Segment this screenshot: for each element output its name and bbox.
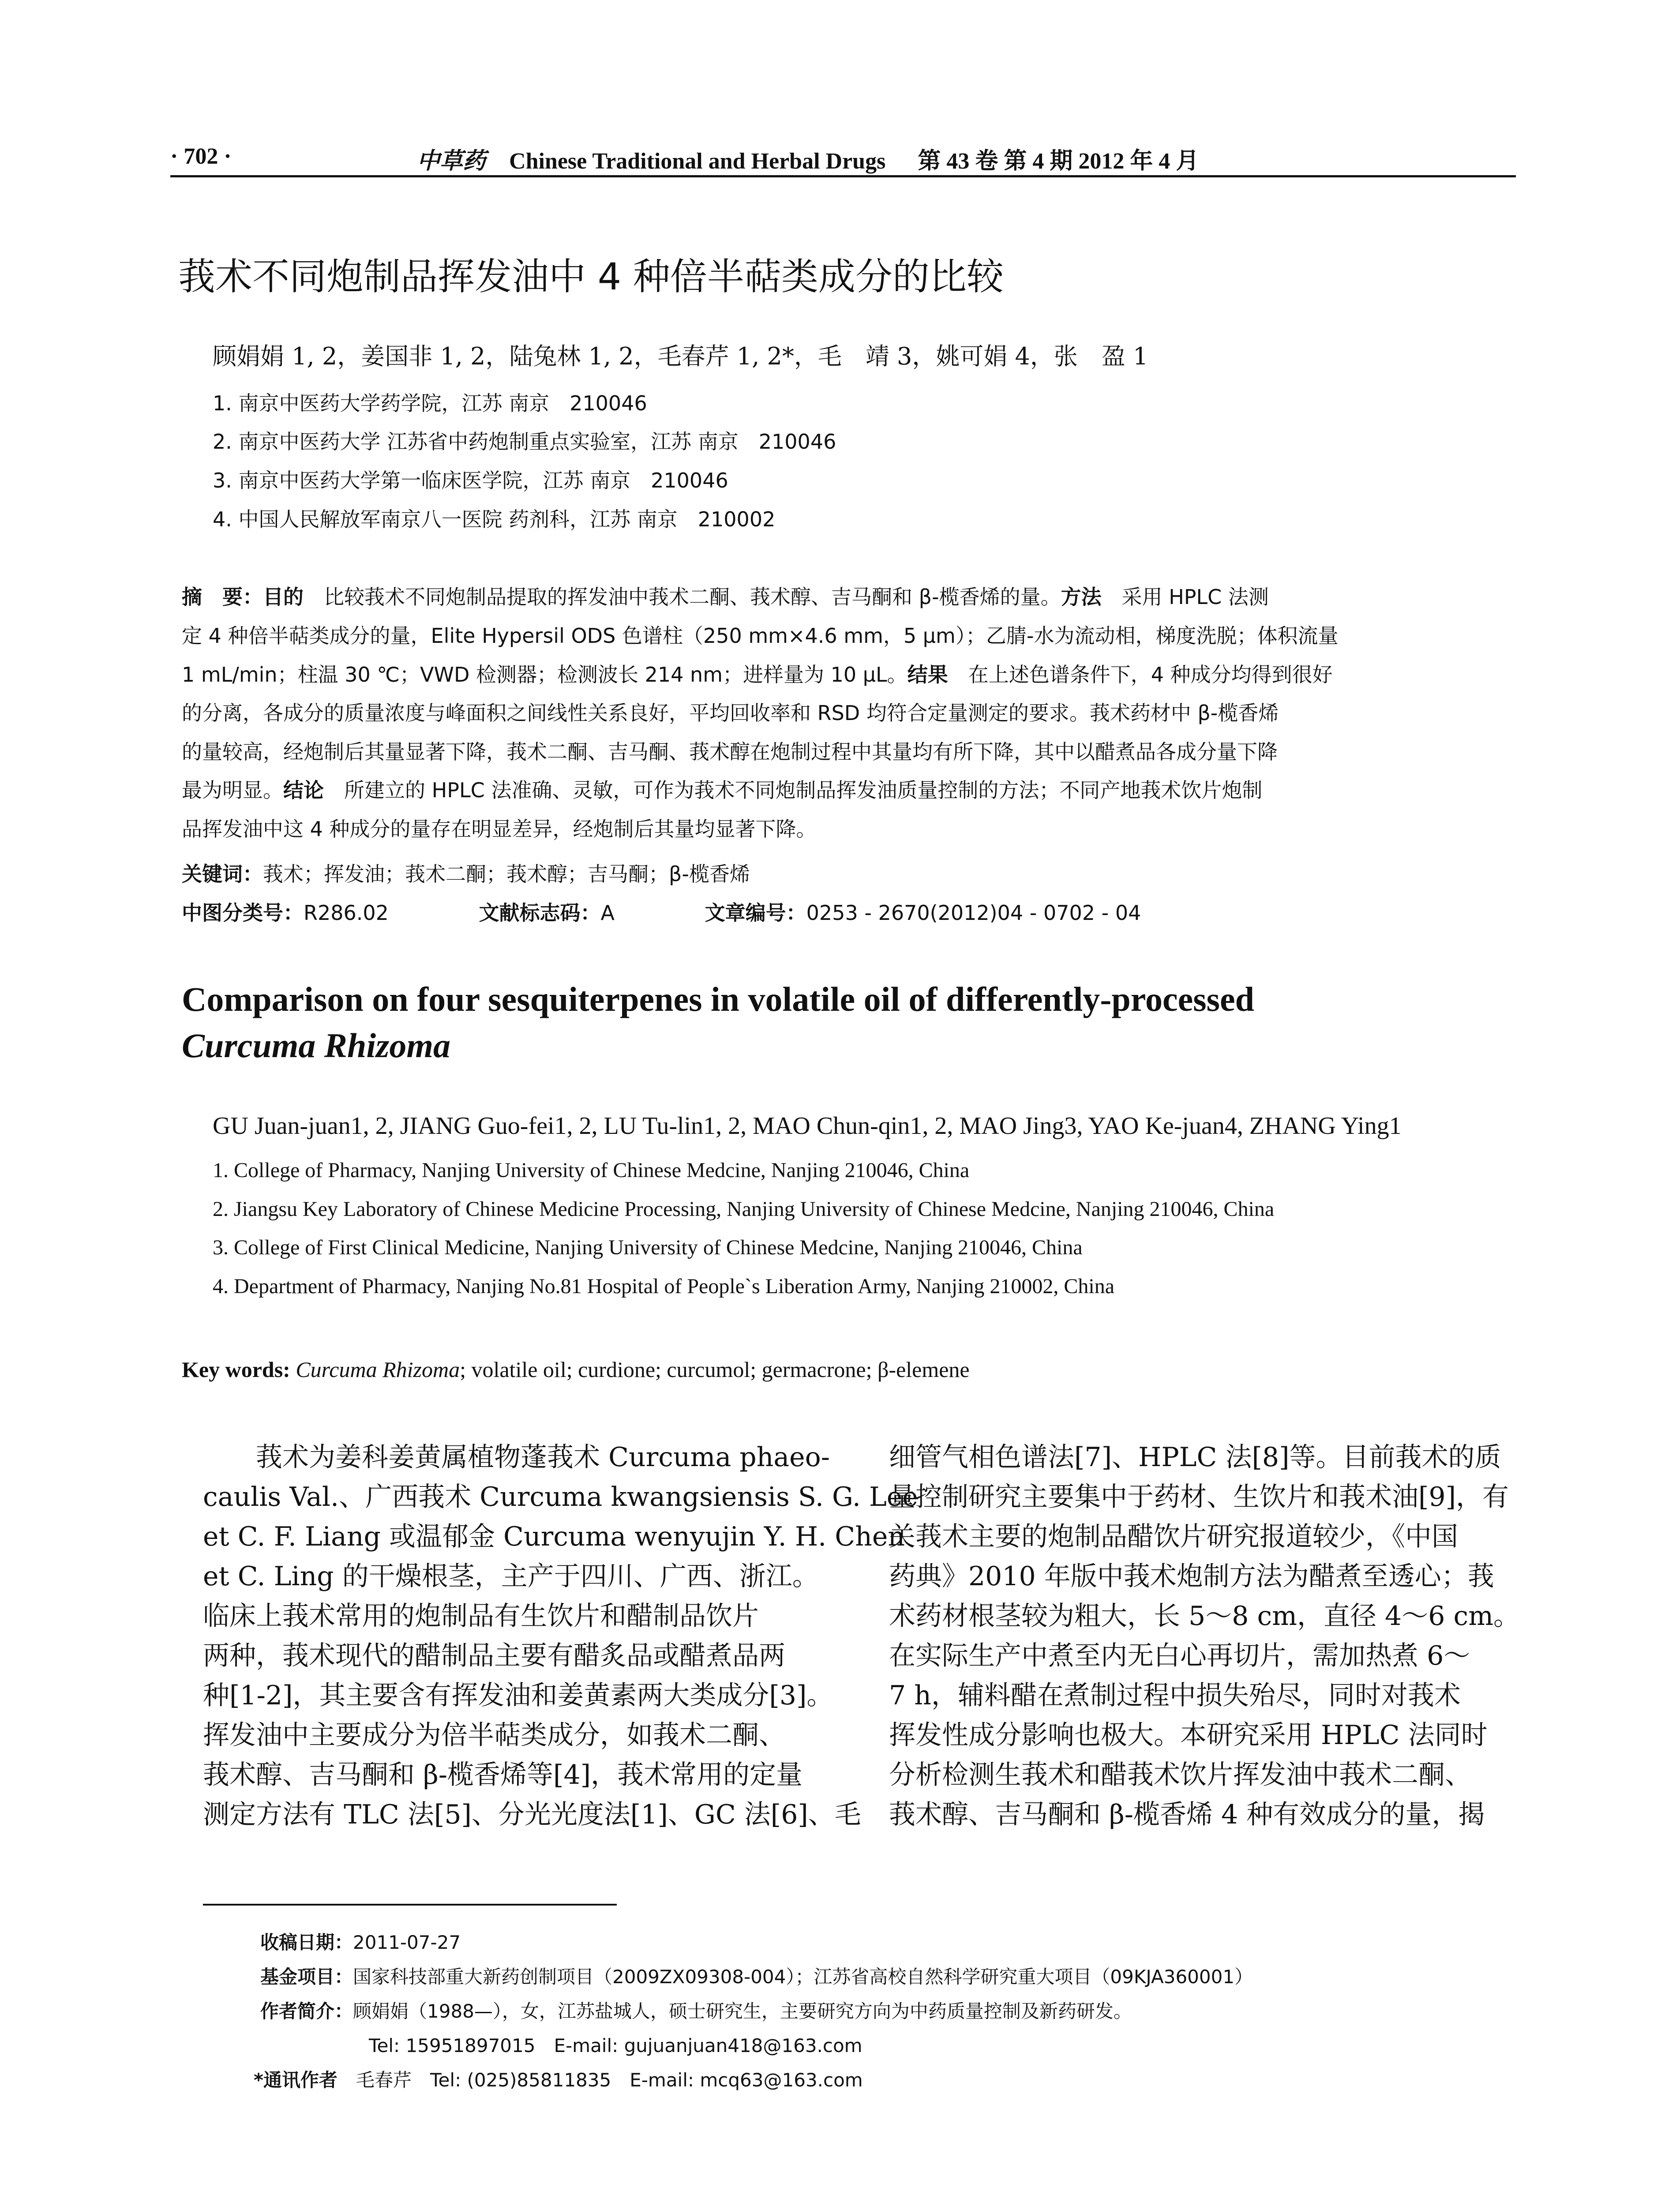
abstract-line: 摘 要：目的 比较莪术不同炮制品提取的挥发油中莪术二酮、莪术醇、吉马酮和 β-榄香烯的量。方法 采用 HPLC 法测: [182, 585, 1269, 609]
body-line-right: 术药材根茎较为粗大，长 5～8 cm，直径 4～6 cm。: [889, 1601, 1520, 1632]
abstract-line: 的量较高，经炮制后其量显著下降，莪术二酮、吉马酮、莪术醇在炮制过程中其量均有所下降，其中以醋煮品各成分量下降: [182, 740, 1278, 764]
en-title-species: Curcuma Rhizoma: [182, 1026, 451, 1065]
journal-header: [417, 142, 1199, 175]
cn-affiliation: 3. 南京中医药大学第一临床医学院，江苏 南京 210046: [213, 469, 728, 492]
en-authors: GU Juan-juan1, 2, JIANG Guo-fei1, 2, LU Tu-lin1, 2, MAO Chun-qin1, 2, MAO Jing3, YAO Ke-juan4, ZHANG Ying1: [213, 1112, 1402, 1140]
body-line-left: 种[1-2]，其主要含有挥发油和姜黄素两大类成分[3]。: [203, 1680, 833, 1711]
body-line-left: 挥发油中主要成分为倍半萜类成分，如莪术二酮、: [203, 1720, 785, 1751]
journal-issue: 第 43 卷 第 4 期 2012 年 4 月: [918, 149, 1199, 174]
en-title: Comparison on four sesquiterpenes in volatile oil of differently-processed: [182, 980, 1254, 1018]
footnote-fund: 基金项目：国家科技部重大新药创制项目（2009ZX09308-004）；江苏省高校自然科学研究重大项目（09KJA360001）: [260, 1966, 1253, 1988]
result-label: 结果: [907, 663, 948, 687]
en-keywords: Key words: Curcuma Rhizoma; volatile oil; curdione; curcumol; germacrone; β-elemene: [182, 1357, 970, 1382]
body-line-right: 在实际生产中煮至内无白心再切片，需加热煮 6～: [889, 1640, 1470, 1671]
body-line-left: 莪术为姜科姜黄属植物蓬莪术 Curcuma phaeo-: [203, 1442, 830, 1473]
body-line-left: et C. F. Liang 或温郁金 Curcuma wenyujin Y. H. Chen: [203, 1521, 905, 1552]
footnote-corresponding: *通讯作者 毛春芹 Tel: (025)85811835 E-mail: mcq63@163.com: [254, 2069, 863, 2091]
body-line-right: 7 h，辅料醋在煮制过程中损失殆尽，同时对莪术: [889, 1680, 1461, 1711]
cn-keywords: 关键词：莪术；挥发油；莪术二酮；莪术醇；吉马酮；β-榄香烯: [182, 862, 750, 886]
abstract-line: 定 4 种倍半萜类成分的量，Elite Hypersil ODS 色谱柱（250 mm×4.6 mm，5 μm）；乙腈-水为流动相，梯度洗脱；体积流量: [182, 624, 1339, 648]
body-line-right: 量控制研究主要集中于药材、生饮片和莪术油[9]，有: [889, 1482, 1509, 1512]
page-number: · 702 ·: [170, 144, 232, 169]
body-line-right: 挥发性成分影响也极大。本研究采用 HPLC 法同时: [889, 1720, 1488, 1751]
abstract-line: 的分离，各成分的质量浓度与峰面积之间线性关系良好，平均回收率和 RSD 均符合定量测定的要求。莪术药材中 β-榄香烯: [182, 701, 1279, 725]
cn-affiliation: 2. 南京中医药大学 江苏省中药炮制重点实验室，江苏 南京 210046: [213, 430, 836, 454]
footnote-author: 作者简介：顾娟娟（1988—），女，江苏盐城人，硕士研究生，主要研究方向为中药质量控制及新药研发。: [260, 2000, 1132, 2022]
en-affiliation: 3. College of First Clinical Medicine, Nanjing University of Chinese Medcine, Nanjing 210046, China: [213, 1236, 1083, 1259]
en-affiliation: 2. Jiangsu Key Laboratory of Chinese Medicine Processing, Nanjing University of Chinese Medcine, Nanjing 210046, China: [213, 1197, 1275, 1221]
conclusion-label: 结论: [283, 778, 324, 802]
abstract-line: 1 mL/min；柱温 30 ℃；VWD 检测器；检测波长 214 nm；进样量为 10 μL。结果 在上述色谱条件下，4 种成分均得到很好: [182, 663, 1333, 687]
body-line-right: 药典》2010 年版中莪术炮制方法为醋煮至透心；莪: [889, 1561, 1494, 1592]
footnote-rule: [203, 1904, 617, 1906]
classification-line: 中图分类号：R286.02 文献标志码：A 文章编号：0253 - 2670(2012)04 - 0702 - 04: [182, 901, 1141, 925]
body-line-left: 两种，莪术现代的醋制品主要有醋炙品或醋煮品两: [203, 1640, 785, 1671]
method-label: 方法: [1061, 585, 1102, 609]
footnote-received: 收稿日期：2011-07-27: [260, 1932, 461, 1953]
body-line-left: et C. Ling 的干燥根茎，主产于四川、广西、浙江。: [203, 1561, 819, 1592]
cn-authors: 顾娟娟 1, 2，姜国非 1, 2，陆兔林 1, 2，毛春芹 1, 2*，毛 靖 3，姚可娟 4，张 盈 1: [213, 342, 1148, 370]
journal-name: Chinese Traditional and Herbal Drugs: [509, 149, 886, 174]
body-line-left: 临床上莪术常用的炮制品有生饮片和醋制品饮片: [203, 1601, 759, 1632]
body-line-right: 细管气相色谱法[7]、HPLC 法[8]等。目前莪术的质: [889, 1442, 1501, 1473]
body-line-left: 莪术醇、吉马酮和 β-榄香烯等[4]，莪术常用的定量: [203, 1760, 803, 1790]
body-line-right: 关莪术主要的炮制品醋饮片研究报道较少，《中国: [889, 1521, 1458, 1552]
header-rule: [170, 175, 1516, 177]
journal-cn-name: 中草药: [417, 149, 486, 174]
body-line-left: 测定方法有 TLC 法[5]、分光光度法[1]、GC 法[6]、毛: [203, 1799, 861, 1830]
body-line-right: 莪术醇、吉马酮和 β-榄香烯 4 种有效成分的量，揭: [889, 1799, 1485, 1830]
footnote-author-contact: Tel: 15951897015 E-mail: gujuanjuan418@163.com: [369, 2035, 862, 2056]
cn-affiliation: 4. 中国人民解放军南京八一医院 药剂科，江苏 南京 210002: [213, 507, 776, 531]
abstract-line: 品挥发油中这 4 种成分的量存在明显差异，经炮制后其量均显著下降。: [182, 817, 817, 841]
abstract-line: 最为明显。结论 所建立的 HPLC 法准确、灵敏，可作为莪术不同炮制品挥发油质量控制的方法；不同产地莪术饮片炮制: [182, 778, 1263, 802]
en-affiliation: 1. College of Pharmacy, Nanjing University of Chinese Medcine, Nanjing 210046, China: [213, 1159, 970, 1182]
body-line-right: 分析检测生莪术和醋莪术饮片挥发油中莪术二酮、: [889, 1760, 1471, 1790]
objective-label: 目的: [263, 585, 304, 609]
cn-title: 莪术不同炮制品挥发油中 4 种倍半萜类成分的比较: [178, 255, 1004, 298]
abstract-label: 摘 要：: [182, 585, 263, 609]
cn-affiliation: 1. 南京中医药大学药学院，江苏 南京 210046: [213, 391, 647, 415]
body-line-left: caulis Val.、广西莪术 Curcuma kwangsiensis S. G. Lee: [203, 1482, 918, 1512]
en-affiliation: 4. Department of Pharmacy, Nanjing No.81 Hospital of People`s Liberation Army, Nanjing 210002, China: [213, 1275, 1115, 1298]
